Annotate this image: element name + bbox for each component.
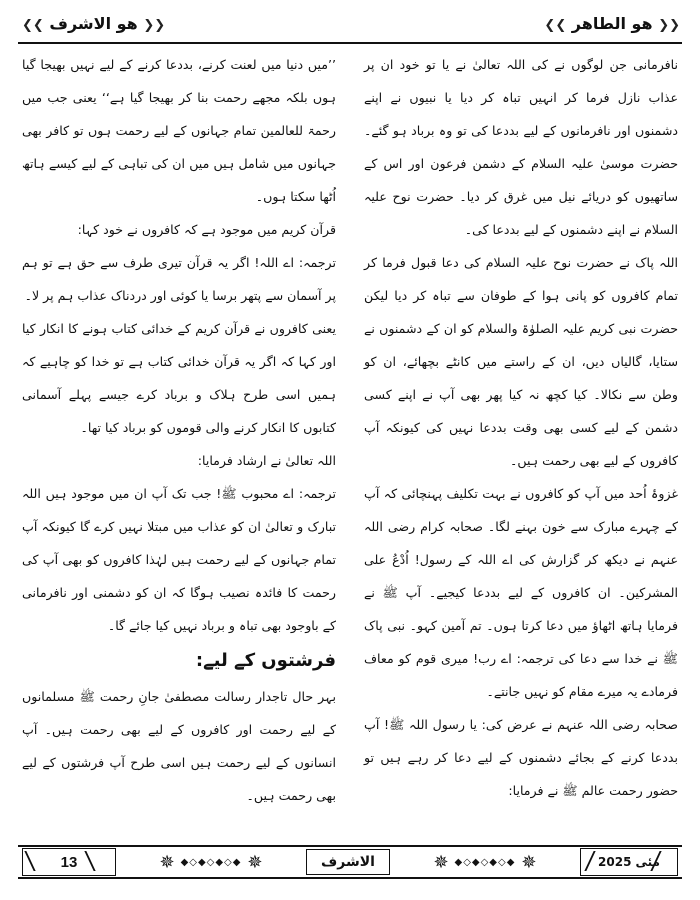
ornament-group <box>433 852 536 873</box>
ornament-icon: ❯❯ <box>22 18 44 33</box>
paragraph: اللہ پاک نے حضرت نوح علیہ السلام کی دعا قبول فرما کر تمام کافروں کو پانی ہوا کے طوفان سے تباہ کر دیا لیکن حضرت نبی کریم علیہ الصلوٰۃ والسلام کو ان کے دشمنوں نے ستایا، گالیاں دیں، ان کے راستے میں کانٹے بچھائے، ان کو وطن سے نکالا۔ کیا کچھ نہ کیا پھر بھی آپ نے اپنے کسی دشمن کے لیے کسی بھی وقت بددعا نہیں کی کیونکہ آپ کافروں کے لیے بھی رحمت ہیں۔ <box>364 255 678 468</box>
paragraph: یعنی کافروں نے قرآن کریم کے خدائی کتاب ہونے کا انکار کیا اور کہا کہ اگر یہ قرآن خدائی کتاب ہے تو خدا کو چاہیے کہ ہمیں اسی طرح ہلاک و برباد کرے جیسے پہلے آسمانی کتابوں کا انکار کرنے والی قوموں کو برباد کیا تھا۔ <box>22 321 336 435</box>
ornament-icon: ❯❯ <box>544 18 567 33</box>
ornament-icon: ❮❮ <box>143 18 166 33</box>
header-rule <box>18 42 682 44</box>
issue-date-box <box>580 848 678 876</box>
slash-decoration <box>24 851 49 871</box>
paragraph: ترجمہ: اے محبوب ﷺ! جب تک آپ ان میں موجود ہیں اللہ تبارک و تعالیٰ ان کو عذاب میں مبتلا نہیں کرے گا کیونکہ آپ تمام جہانوں کے لیے رحمت ہیں لہٰذا کافروں کو بھی آپ کی رحمت کا فائدہ نصیب ہوگا کہ ان کو دشمنی اور نافرمانی کے باوجود بھی تباہ و برباد نہیں کیا جائے گا۔ <box>22 486 336 633</box>
paragraph: ’’میں دنیا میں لعنت کرنے، بددعا کرنے کے لیے نہیں بھیجا گیا ہوں بلکہ مجھے رحمت بنا کر بھیجا گیا ہے‘‘ یعنی جب میں رحمۃ للعالمین تمام جہانوں کے لیے رحمت ہوں تو کافر بھی جہانوں میں شامل ہیں میں ان کی تباہی کے لیے کیسے ہاتھ اُٹھا سکتا ہوں۔ <box>22 57 336 204</box>
star-ornament-icon: ✵ <box>521 851 537 873</box>
footer-bar <box>18 845 682 879</box>
ornament-icon: ❮❮ <box>658 18 680 33</box>
diamond-line-icon: ◆◇◆◇◆◇◆ <box>180 856 242 868</box>
left-column <box>22 48 336 812</box>
paragraph: اللہ تعالیٰ نے ارشاد فرمایا: <box>197 453 336 468</box>
header-right-title: ❮❮ هو الطاهر ❯❯ <box>544 14 680 33</box>
paragraph: بہر حال تاجدار رسالت مصطفیٰ جانِ رحمت ﷺ مسلمانوں کے لیے رحمت اور کافروں کے لیے بھی رحمت ہیں۔ آپ انسانوں کے لیے رحمت ہیں اسی طرح آپ فرشتوں کے لیے بھی رحمت ہیں۔ <box>22 689 336 803</box>
star-ornament-icon: ✵ <box>247 851 263 873</box>
diamond-line-icon: ◆◇◆◇◆◇◆ <box>454 856 516 868</box>
star-ornament-icon: ✵ <box>433 851 449 873</box>
magazine-banner: الاشرف <box>306 849 390 875</box>
section-heading: فرشتوں کے لیے: <box>195 650 336 671</box>
slash-decoration <box>650 851 675 871</box>
paragraph: غزوۂ اُحد میں آپ کو کافروں نے بہت تکلیف پہنچائی کہ آپ کے چہرے مبارک سے خون بہنے لگا۔ صحابہ کرام رضی اللہ عنہم نے دیکھ کر گزارش کی اے اللہ کے رسول! اُدْعُ علی المشرکین۔ ان کافروں کے لیے بددعا کیجیے۔ آپ ﷺ نے فرمایا ہاتھ اٹھاؤ میں دعا کرتا ہوں۔ تم آمین کہو۔ نبی پاک ﷺ نے خدا سے دعا کی ترجمہ: اے رب! میری قوم کو معاف فرمادے یہ میرے مقام کو نہیں جانتے۔ <box>364 486 678 699</box>
paragraph: نافرمانی جن لوگوں نے کی اللہ تعالیٰ نے یا تو خود ان پر عذاب نازل فرما کر انہیں تباہ کر دیا یا نبیوں نے اپنے دشمنوں اور نافرمانوں کے لیے بددعا کی تو وہ برباد ہو گئے۔ حضرت موسیٰ علیہ السلام کے دشمن فرعون اور اس کے ساتھیوں کو دریائے نیل میں غرق کر دیا۔ حضرت نوح علیہ السلام نے اپنے دشمنوں کے لیے بددعا کی۔ <box>364 57 678 237</box>
paragraph: ترجمہ: اے اللہ! اگر یہ قرآن تیری طرف سے حق ہے تو ہم پر آسمان سے پتھر برسا یا کوئی اور دردناک عذاب ہم پر لا۔ <box>22 255 336 303</box>
issue-month: مئی <box>635 855 660 869</box>
paragraph: صحابہ رضی اللہ عنہم نے عرض کی: یا رسول اللہ ﷺ! آپ بددعا کرنے کے بجائے دشمنوں کے لیے دعا کر رہے ہیں تو حضور رحمت عالم ﷺ نے فرمایا: <box>364 717 678 798</box>
header-left-title: ❮❮ هو الاشرف ❯❯ <box>22 14 166 33</box>
slash-decoration <box>84 851 109 871</box>
right-column <box>364 48 678 807</box>
page-number-box <box>22 848 116 876</box>
issue-year: 2025 <box>598 855 632 869</box>
paragraph: قرآن کریم میں موجود ہے کہ کافروں نے خود کہا: <box>77 222 336 237</box>
star-ornament-icon: ✵ <box>159 851 175 873</box>
page-number: 13 <box>60 853 78 871</box>
ornament-group <box>159 852 262 873</box>
